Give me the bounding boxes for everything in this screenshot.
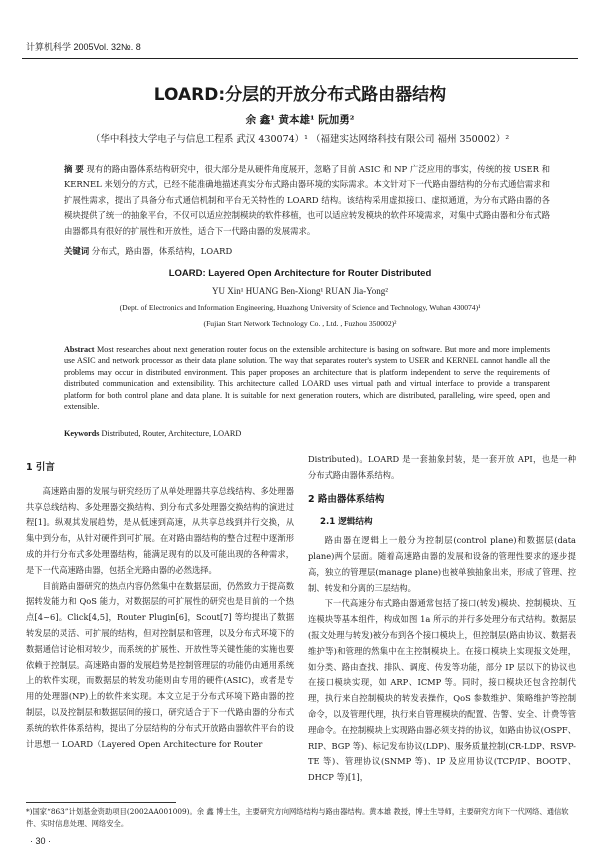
chinese-authors: 余 鑫¹ 黄本雄¹ 阮加勇²	[245, 114, 355, 126]
section-2-1-heading: 2.1 逻辑结构	[320, 517, 373, 528]
page-number: · 30 ·	[30, 836, 52, 846]
english-title: LOARD: Layered Open Architecture for Router Distributed	[168, 268, 432, 279]
english-authors: YU Xin¹ HUANG Ben-Xiong¹ RUAN Jia-Yong²	[212, 286, 388, 296]
right-column	[308, 452, 576, 786]
section-2-1-paragraph-1: 路由器在逻辑上一般分为控制层(control plane)和数据层(data plane)两个层面。随着高速路由器的发展和设备的管理性要求的逐步提高，独立的管理层(manage plane)也被单独抽象出来，形成了管理、控制、转发和分离的三层结构。	[308, 535, 576, 593]
section-2-1-paragraph-2: 下一代高速分布式路由器通常包括了接口(转发)模块、控制模块、互连模块等基本组件，构成如图 1a 所示的并行多处理分布式结构。数据层(报文处理与转发)被分布到各个接口模块上，但控制层(路由协议、数据表维护等)和管理的然集中在主控制模块上。在接口模块上实现报文处理，如分类、路由查找、排队、调度、传发等功能，部分 IP 层以下的协议也在接口模块实现，如 ARP、ICMP 等。同时，接口模块还包含控制代理，执行来自控制模块的转发表操作，QoS 参数维护、策略维护等控制命令，以及管理代理，执行来自管理模块的配置、告警、安全、计费等管理命令。在控制模块上实现路由器必须支持的协议，如路由协议(OSPF、RIP、BGP 等)、标记发布协议(LDP)、服务质量控制(CR-LDP、RSVP-TE 等)、管理协议(SNMP 等)、IP 及应用协议(TCP/IP、BOOTP、DHCP 等)[1]，	[308, 598, 576, 783]
header-rule	[22, 58, 578, 59]
english-keywords-label: Keywords	[64, 429, 100, 438]
footnote: *)国家“863”计划基金资助项目(2002AA001009)。余 鑫 博士生，主要研究方向网络结构与路由器结构。黄本雄 教授，博士生导师，主要研究方向下一代网络、通信软件、实时信息处理、网络安全。	[26, 807, 569, 828]
english-affiliation-1: (Dept. of Electronics and Information Engineering, Huazhong University of Science and Technology, Wuhan 430074)¹	[119, 303, 481, 312]
english-abstract-label: Abstract	[64, 345, 95, 354]
chinese-abstract-text: 现有的路由器体系结构研究中，很大部分是从硬件角度展开，忽略了目前 ASIC 和 NP 广泛应用的事实，传统的按 USER 和 KERNEL 来划分的方式，已经不能准确地描述真实分布式路由器环境的实际需求。本文针对下一代路由器结构的分布式通信需求和扩展性需求，提出了具备分布式通信机制和平台无关特性的 LOARD 结构。该结构采用虚拟接口、虚拟通道，为分布式路由器的各模块提供了统一的抽象平台，不仅可以适应控制模块的软件移植，也可以适应转发模块的软件环境需求，对集中式路由器和分布式路由器都具有很好的扩展性和开放性，适合下一代路由器的发展需求。	[64, 164, 550, 236]
chinese-keywords-text: 分布式，路由器，体系结构，LOARD	[91, 246, 233, 256]
chinese-keywords-label: 关键词	[64, 246, 90, 256]
chinese-abstract-label: 摘 要	[64, 164, 84, 174]
chinese-abstract	[64, 162, 550, 239]
english-affiliation-2: (Fujian Start Network Technology Co. , Ltd. , Fuzhou 350002)²	[203, 319, 397, 328]
chinese-keywords	[64, 245, 550, 257]
english-abstract-text: Most researches about next generation router focus on the extensible architecture is basing on software. But more and more implements use ASIC and network processor as their data plane solution. The way that separates router's system to USER and KERNEL cannot handle all the problems may occur in distributed environment. This paper proposes an architecture that is platform independent to serve the requirements of distributed communication and extensibility. This architecture called LOARD uses virtual path and virtual interface to provide a transparent platform for both control plane and data plane. It is suitable for next generation routers, which are distributed, paralleling, wire speed, open and extensible.	[64, 345, 551, 412]
section-1-paragraph-2: 目前路由器研究的热点内容仍然集中在数据层面，仍然致力于提高数据转发能力和 QoS 能力，对数据层的可扩展性的研究也是目前的一个热点[4~6]。Click[4,5]，Router Plugin[6]，Scout[7] 等均提出了数据转发层的灵活、可扩展的结构，但对控制层和管理，以及分布式环境下的数据通信讨论相对较少，而系统的扩展性、开放性等关键性能的实施也要依赖于控制层。高速路由器的发展趋势是控制管理层的功能仍由通用系统上的软件实现，而数据层的转发功能则由专用的硬件(ASIC)，或者是专用的处理器(NP)上的软件来实现。本文立足于分布式环境下路由器的控制层，以及控制层和数据层间的接口，研究适合于下一代路由器的分布式系统的软件体系结构，提出了分层结构的分布式开放路由器软件平台的设计思想一 LOARD（Layered Open Architecture for Router	[26, 580, 294, 749]
english-keywords	[64, 429, 550, 438]
chinese-title: LOARD:分层的开放分布式路由器结构	[153, 85, 447, 105]
journal-header: 计算机科学 2005Vol. 32№. 8	[26, 42, 141, 52]
english-abstract	[64, 344, 550, 412]
footnote-rule	[26, 802, 176, 803]
section-1-paragraph-1: 高速路由器的发展与研究经历了从单处理器共享总线结构、多处理器共享总线结构、多处理器交换结构、到分布式多处理器交换结构的演进过程[1]。纵观其发展趋势，是从低速到高速，从共享总线到并行交换，从集中到分布，从针对硬件到可扩展。在对路由器结构的整合过程中逐渐形成的并行分布式多处理器结构，能满足现有的以及可能出现的各种需求，是下一代高速路由器，包括全光路由器的必然选择。	[26, 485, 294, 575]
chinese-affiliation: （华中科技大学电子与信息工程系 武汉 430074）¹ （福建实达网络科技有限公司 福州 350002）²	[90, 134, 510, 145]
section-2-heading: 2 路由器体系结构	[308, 493, 385, 505]
left-column	[26, 452, 294, 752]
section-1-heading: 1 引言	[26, 462, 55, 473]
right-column-continuation: Distributed)。LOARD 是一套抽象封装，是一套开放 API，也是一种分布式路由器体系结构。	[308, 454, 576, 480]
english-keywords-text: Distributed, Router, Architecture, LOARD	[101, 429, 242, 438]
